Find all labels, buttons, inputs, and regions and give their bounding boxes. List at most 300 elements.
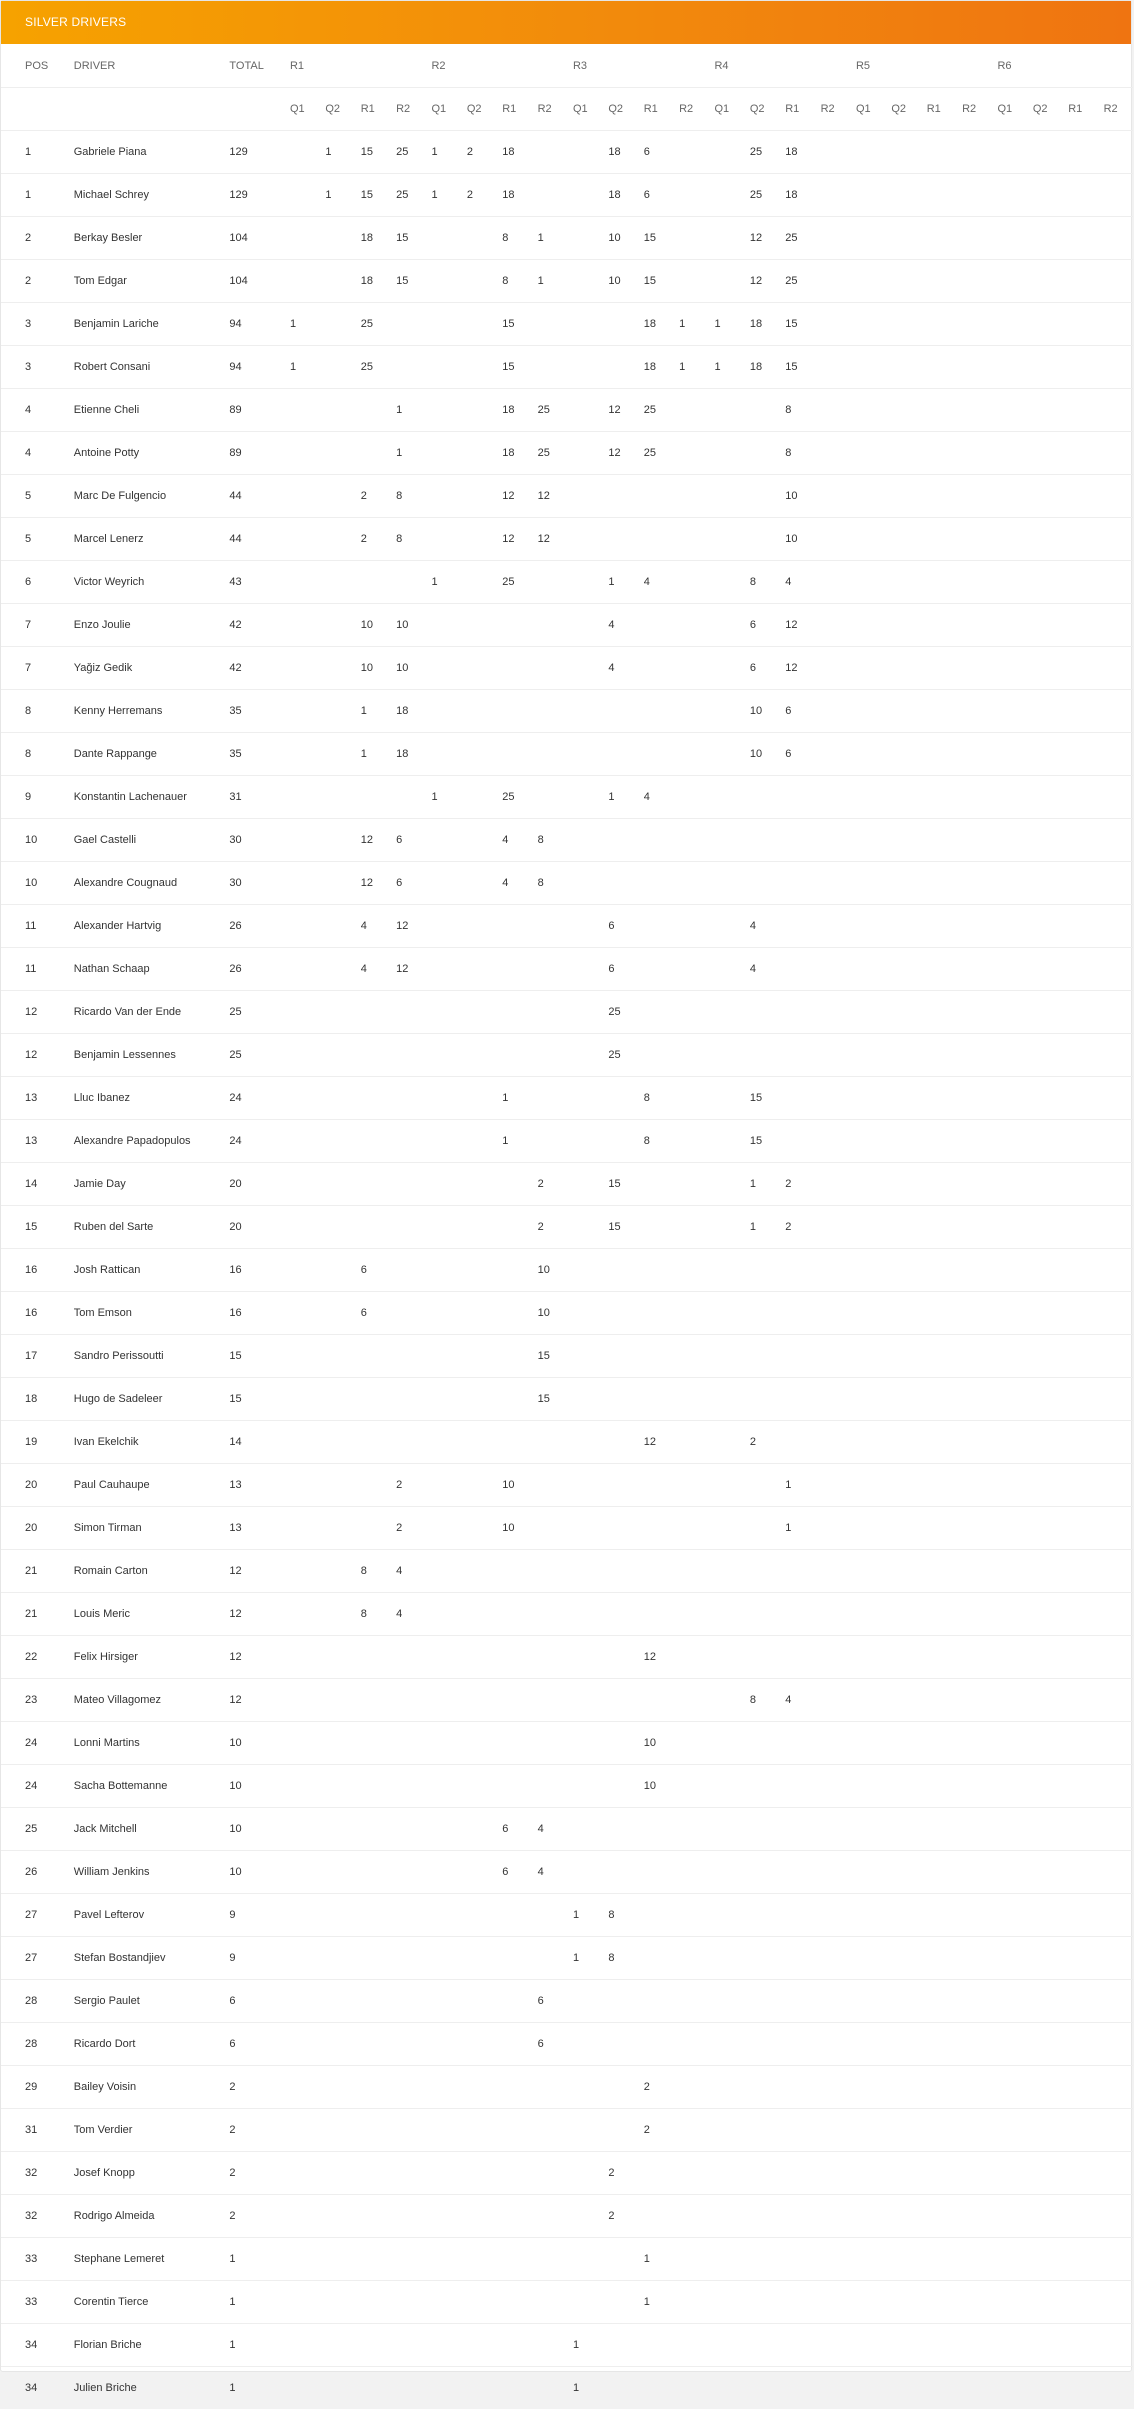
points-cell bbox=[461, 2109, 496, 2152]
points-cell bbox=[956, 1507, 991, 1550]
points-cell bbox=[532, 1894, 567, 1937]
driver-name-cell: Hugo de Sadeleer bbox=[72, 1378, 228, 1421]
driver-name-cell: William Jenkins bbox=[72, 1851, 228, 1894]
points-cell bbox=[425, 1765, 460, 1808]
points-cell bbox=[461, 819, 496, 862]
points-cell bbox=[390, 2109, 425, 2152]
points-cell bbox=[532, 1421, 567, 1464]
points-cell: 8 bbox=[496, 217, 531, 260]
table-row bbox=[1, 1507, 1133, 1550]
points-cell bbox=[390, 346, 425, 389]
points-cell bbox=[1062, 389, 1097, 432]
table-row bbox=[1, 561, 1133, 604]
points-cell bbox=[779, 1421, 814, 1464]
points-cell bbox=[991, 862, 1026, 905]
points-cell bbox=[425, 1722, 460, 1765]
total-points-cell: 1 bbox=[227, 2324, 284, 2367]
points-cell bbox=[532, 647, 567, 690]
driver-name-cell: Jack Mitchell bbox=[72, 1808, 228, 1851]
points-cell bbox=[673, 2195, 708, 2238]
points-cell bbox=[319, 1507, 354, 1550]
points-cell bbox=[532, 1765, 567, 1808]
points-cell: 18 bbox=[779, 131, 814, 174]
points-cell bbox=[850, 2152, 885, 2195]
points-cell bbox=[532, 174, 567, 217]
points-cell bbox=[638, 1507, 673, 1550]
points-cell bbox=[602, 1593, 637, 1636]
points-cell bbox=[744, 2109, 779, 2152]
points-cell bbox=[602, 2109, 637, 2152]
points-cell bbox=[779, 1249, 814, 1292]
points-cell bbox=[673, 733, 708, 776]
points-cell bbox=[532, 1679, 567, 1722]
points-cell bbox=[673, 1851, 708, 1894]
driver-name-cell: Gael Castelli bbox=[72, 819, 228, 862]
points-cell bbox=[885, 776, 920, 819]
points-cell bbox=[1062, 1937, 1097, 1980]
points-cell bbox=[779, 1335, 814, 1378]
points-cell bbox=[1098, 647, 1133, 690]
points-cell bbox=[1062, 2367, 1097, 2409]
session-header-r3-r2: R2 bbox=[673, 88, 708, 131]
points-cell bbox=[1062, 2066, 1097, 2109]
points-cell bbox=[567, 1636, 602, 1679]
points-cell bbox=[425, 991, 460, 1034]
points-cell bbox=[1027, 1292, 1062, 1335]
points-cell bbox=[779, 2152, 814, 2195]
driver-name-cell: Sandro Perissoutti bbox=[72, 1335, 228, 1378]
points-cell bbox=[779, 862, 814, 905]
table-row bbox=[1, 991, 1133, 1034]
points-cell bbox=[390, 303, 425, 346]
points-cell: 18 bbox=[496, 432, 531, 475]
points-cell bbox=[284, 1292, 319, 1335]
position-cell: 14 bbox=[1, 1163, 72, 1206]
points-cell bbox=[284, 1550, 319, 1593]
total-points-cell: 14 bbox=[227, 1421, 284, 1464]
points-cell: 6 bbox=[496, 1851, 531, 1894]
points-cell bbox=[815, 2023, 850, 2066]
total-points-cell: 43 bbox=[227, 561, 284, 604]
points-cell bbox=[956, 647, 991, 690]
points-cell: 12 bbox=[390, 905, 425, 948]
points-cell bbox=[921, 1249, 956, 1292]
points-cell bbox=[850, 1765, 885, 1808]
points-cell bbox=[673, 690, 708, 733]
points-cell bbox=[1098, 1077, 1133, 1120]
points-cell bbox=[1098, 905, 1133, 948]
position-cell: 22 bbox=[1, 1636, 72, 1679]
driver-name-cell: Marcel Lenerz bbox=[72, 518, 228, 561]
points-cell bbox=[921, 1851, 956, 1894]
points-cell bbox=[673, 604, 708, 647]
points-cell bbox=[921, 2367, 956, 2409]
points-cell bbox=[1098, 1507, 1133, 1550]
points-cell bbox=[708, 2367, 743, 2409]
points-cell bbox=[885, 1077, 920, 1120]
points-cell bbox=[744, 1851, 779, 1894]
points-cell bbox=[850, 991, 885, 1034]
points-cell bbox=[815, 948, 850, 991]
points-cell bbox=[673, 2324, 708, 2367]
points-cell bbox=[815, 991, 850, 1034]
table-row bbox=[1, 1937, 1133, 1980]
points-cell bbox=[567, 303, 602, 346]
points-cell bbox=[567, 1034, 602, 1077]
points-cell bbox=[850, 948, 885, 991]
points-cell bbox=[532, 1937, 567, 1980]
points-cell bbox=[567, 1206, 602, 1249]
points-cell bbox=[991, 1765, 1026, 1808]
points-cell: 1 bbox=[284, 303, 319, 346]
points-cell bbox=[425, 1808, 460, 1851]
points-cell bbox=[673, 647, 708, 690]
points-cell bbox=[885, 518, 920, 561]
table-row bbox=[1, 217, 1133, 260]
points-cell bbox=[885, 905, 920, 948]
points-cell bbox=[425, 604, 460, 647]
session-header-r4-r2: R2 bbox=[815, 88, 850, 131]
points-cell bbox=[602, 1120, 637, 1163]
points-cell bbox=[850, 690, 885, 733]
points-cell bbox=[1062, 2238, 1097, 2281]
points-cell: 2 bbox=[390, 1507, 425, 1550]
points-cell bbox=[284, 991, 319, 1034]
points-cell bbox=[779, 1937, 814, 1980]
points-cell bbox=[956, 518, 991, 561]
points-cell bbox=[355, 1464, 390, 1507]
points-cell bbox=[461, 1808, 496, 1851]
points-cell: 8 bbox=[390, 475, 425, 518]
points-cell bbox=[602, 2281, 637, 2324]
points-cell bbox=[744, 2195, 779, 2238]
points-cell bbox=[956, 1980, 991, 2023]
points-cell bbox=[532, 2152, 567, 2195]
points-cell bbox=[1062, 2195, 1097, 2238]
points-cell bbox=[708, 174, 743, 217]
total-points-cell: 6 bbox=[227, 1980, 284, 2023]
round-header-r5: R5 bbox=[850, 44, 992, 88]
points-cell bbox=[390, 2281, 425, 2324]
points-cell bbox=[461, 1851, 496, 1894]
points-cell bbox=[850, 2066, 885, 2109]
points-cell bbox=[708, 2066, 743, 2109]
points-cell bbox=[708, 1507, 743, 1550]
points-cell bbox=[1062, 905, 1097, 948]
points-cell bbox=[744, 475, 779, 518]
points-cell bbox=[1027, 131, 1062, 174]
points-cell bbox=[673, 432, 708, 475]
points-cell bbox=[991, 1249, 1026, 1292]
points-cell: 25 bbox=[496, 776, 531, 819]
points-cell bbox=[956, 1034, 991, 1077]
position-cell: 33 bbox=[1, 2238, 72, 2281]
points-cell bbox=[956, 475, 991, 518]
table-row bbox=[1, 1808, 1133, 1851]
points-cell bbox=[815, 1507, 850, 1550]
points-cell bbox=[284, 1851, 319, 1894]
points-cell bbox=[708, 561, 743, 604]
points-cell: 18 bbox=[638, 303, 673, 346]
points-cell bbox=[284, 1120, 319, 1163]
points-cell: 12 bbox=[779, 647, 814, 690]
position-cell: 25 bbox=[1, 1808, 72, 1851]
points-cell bbox=[567, 1722, 602, 1765]
points-cell bbox=[425, 2238, 460, 2281]
points-cell: 4 bbox=[744, 948, 779, 991]
points-cell bbox=[1098, 1851, 1133, 1894]
points-cell: 1 bbox=[638, 2238, 673, 2281]
points-cell bbox=[425, 1894, 460, 1937]
points-cell bbox=[744, 1765, 779, 1808]
points-cell bbox=[638, 690, 673, 733]
driver-name-cell: Lonni Martins bbox=[72, 1722, 228, 1765]
points-cell bbox=[567, 2066, 602, 2109]
points-cell: 18 bbox=[496, 131, 531, 174]
points-cell bbox=[708, 733, 743, 776]
total-points-cell: 26 bbox=[227, 905, 284, 948]
points-cell bbox=[708, 819, 743, 862]
points-cell: 2 bbox=[461, 174, 496, 217]
points-cell bbox=[991, 733, 1026, 776]
points-cell bbox=[567, 905, 602, 948]
points-cell bbox=[991, 174, 1026, 217]
points-cell bbox=[319, 1077, 354, 1120]
points-cell bbox=[496, 733, 531, 776]
table-row bbox=[1, 1163, 1133, 1206]
points-cell bbox=[885, 1679, 920, 1722]
points-cell bbox=[602, 1808, 637, 1851]
points-cell bbox=[638, 2324, 673, 2367]
points-cell bbox=[885, 2238, 920, 2281]
points-cell bbox=[1062, 1765, 1097, 1808]
points-cell bbox=[1098, 303, 1133, 346]
total-points-cell: 9 bbox=[227, 1894, 284, 1937]
points-cell bbox=[991, 2324, 1026, 2367]
points-cell: 10 bbox=[602, 260, 637, 303]
points-cell bbox=[744, 1808, 779, 1851]
points-cell: 15 bbox=[638, 260, 673, 303]
points-cell: 4 bbox=[496, 862, 531, 905]
total-points-cell: 25 bbox=[227, 991, 284, 1034]
points-cell bbox=[355, 1378, 390, 1421]
session-header-r1-q1: Q1 bbox=[284, 88, 319, 131]
points-cell bbox=[850, 776, 885, 819]
driver-name-cell: Konstantin Lachenauer bbox=[72, 776, 228, 819]
points-cell bbox=[885, 1636, 920, 1679]
total-points-cell: 24 bbox=[227, 1120, 284, 1163]
points-cell: 8 bbox=[744, 561, 779, 604]
points-cell bbox=[991, 991, 1026, 1034]
points-cell bbox=[921, 2152, 956, 2195]
points-cell bbox=[673, 389, 708, 432]
position-cell: 11 bbox=[1, 948, 72, 991]
points-cell bbox=[815, 819, 850, 862]
driver-name-cell: Stephane Lemeret bbox=[72, 2238, 228, 2281]
position-cell: 3 bbox=[1, 303, 72, 346]
points-cell: 10 bbox=[496, 1507, 531, 1550]
total-points-cell: 16 bbox=[227, 1249, 284, 1292]
points-cell bbox=[850, 1507, 885, 1550]
points-cell bbox=[461, 948, 496, 991]
points-cell bbox=[850, 2023, 885, 2066]
driver-name-cell: Simon Tirman bbox=[72, 1507, 228, 1550]
points-cell bbox=[779, 991, 814, 1034]
points-cell bbox=[355, 2066, 390, 2109]
points-cell bbox=[461, 518, 496, 561]
points-cell bbox=[425, 1464, 460, 1507]
points-cell bbox=[602, 2066, 637, 2109]
points-cell bbox=[532, 733, 567, 776]
points-cell bbox=[425, 1335, 460, 1378]
points-cell bbox=[885, 389, 920, 432]
points-cell bbox=[1027, 561, 1062, 604]
points-cell bbox=[744, 1636, 779, 1679]
points-cell bbox=[1027, 1120, 1062, 1163]
points-cell bbox=[1027, 819, 1062, 862]
points-cell bbox=[461, 389, 496, 432]
points-cell bbox=[885, 1808, 920, 1851]
points-cell bbox=[850, 2238, 885, 2281]
points-cell bbox=[744, 432, 779, 475]
session-header-r2-r1: R1 bbox=[496, 88, 531, 131]
points-cell bbox=[496, 690, 531, 733]
points-cell bbox=[1027, 862, 1062, 905]
points-cell bbox=[602, 2324, 637, 2367]
points-cell bbox=[1098, 2281, 1133, 2324]
points-cell bbox=[532, 2367, 567, 2409]
session-header-r4-q2: Q2 bbox=[744, 88, 779, 131]
points-cell: 8 bbox=[496, 260, 531, 303]
points-cell bbox=[1098, 1163, 1133, 1206]
points-cell: 8 bbox=[355, 1550, 390, 1593]
points-cell bbox=[744, 2023, 779, 2066]
points-cell bbox=[815, 2281, 850, 2324]
points-cell bbox=[850, 1249, 885, 1292]
points-cell bbox=[425, 1206, 460, 1249]
points-cell bbox=[885, 1421, 920, 1464]
points-cell bbox=[602, 1679, 637, 1722]
points-cell bbox=[567, 776, 602, 819]
position-cell: 6 bbox=[1, 561, 72, 604]
points-cell bbox=[284, 174, 319, 217]
points-cell bbox=[319, 518, 354, 561]
total-points-cell: 42 bbox=[227, 604, 284, 647]
points-cell bbox=[390, 1120, 425, 1163]
points-cell bbox=[921, 1722, 956, 1765]
points-cell bbox=[850, 1206, 885, 1249]
points-cell: 12 bbox=[532, 518, 567, 561]
table-row bbox=[1, 604, 1133, 647]
points-cell: 2 bbox=[638, 2109, 673, 2152]
points-cell: 2 bbox=[355, 518, 390, 561]
points-cell bbox=[1027, 432, 1062, 475]
points-cell bbox=[567, 647, 602, 690]
points-cell: 15 bbox=[390, 217, 425, 260]
points-cell bbox=[779, 1550, 814, 1593]
points-cell bbox=[708, 131, 743, 174]
points-cell bbox=[425, 518, 460, 561]
points-cell bbox=[319, 1421, 354, 1464]
points-cell bbox=[885, 1249, 920, 1292]
points-cell: 2 bbox=[779, 1206, 814, 1249]
points-cell bbox=[284, 432, 319, 475]
points-cell bbox=[744, 776, 779, 819]
points-cell bbox=[744, 1507, 779, 1550]
points-cell bbox=[602, 1292, 637, 1335]
points-cell bbox=[708, 690, 743, 733]
points-cell bbox=[779, 819, 814, 862]
points-cell bbox=[1027, 217, 1062, 260]
points-cell bbox=[744, 2324, 779, 2367]
points-cell bbox=[779, 2109, 814, 2152]
points-cell bbox=[708, 1034, 743, 1077]
points-cell bbox=[956, 2152, 991, 2195]
points-cell bbox=[425, 2066, 460, 2109]
points-cell bbox=[355, 389, 390, 432]
points-cell bbox=[850, 1120, 885, 1163]
points-cell: 10 bbox=[744, 690, 779, 733]
session-header-r1-r1: R1 bbox=[355, 88, 390, 131]
points-cell: 12 bbox=[779, 604, 814, 647]
points-cell bbox=[1027, 776, 1062, 819]
points-cell bbox=[708, 475, 743, 518]
points-cell bbox=[461, 1077, 496, 1120]
points-cell bbox=[319, 776, 354, 819]
points-cell bbox=[284, 1808, 319, 1851]
points-cell bbox=[921, 1894, 956, 1937]
points-cell bbox=[284, 2066, 319, 2109]
points-cell bbox=[1098, 2367, 1133, 2409]
points-cell bbox=[425, 733, 460, 776]
points-cell: 25 bbox=[638, 389, 673, 432]
points-cell bbox=[673, 2281, 708, 2324]
points-cell bbox=[850, 1335, 885, 1378]
points-cell bbox=[1027, 1335, 1062, 1378]
points-cell bbox=[815, 1077, 850, 1120]
points-cell bbox=[991, 561, 1026, 604]
points-cell: 18 bbox=[602, 131, 637, 174]
points-cell bbox=[1027, 2066, 1062, 2109]
position-cell: 8 bbox=[1, 690, 72, 733]
points-cell: 2 bbox=[744, 1421, 779, 1464]
points-cell bbox=[1062, 1206, 1097, 1249]
points-cell bbox=[815, 217, 850, 260]
points-cell bbox=[673, 1808, 708, 1851]
points-cell bbox=[1027, 1980, 1062, 2023]
points-cell bbox=[815, 346, 850, 389]
table-row bbox=[1, 1679, 1133, 1722]
points-cell bbox=[921, 2281, 956, 2324]
points-cell bbox=[991, 819, 1026, 862]
points-cell bbox=[461, 604, 496, 647]
points-cell bbox=[461, 561, 496, 604]
points-cell bbox=[991, 303, 1026, 346]
points-cell bbox=[284, 2238, 319, 2281]
points-cell bbox=[885, 346, 920, 389]
points-cell bbox=[355, 1894, 390, 1937]
points-cell bbox=[355, 2023, 390, 2066]
position-cell: 28 bbox=[1, 2023, 72, 2066]
points-cell: 1 bbox=[355, 690, 390, 733]
points-cell: 15 bbox=[744, 1077, 779, 1120]
points-cell bbox=[461, 1722, 496, 1765]
points-cell bbox=[991, 1034, 1026, 1077]
table-row bbox=[1, 1034, 1133, 1077]
points-cell: 18 bbox=[744, 346, 779, 389]
points-cell bbox=[921, 518, 956, 561]
table-row bbox=[1, 1980, 1133, 2023]
